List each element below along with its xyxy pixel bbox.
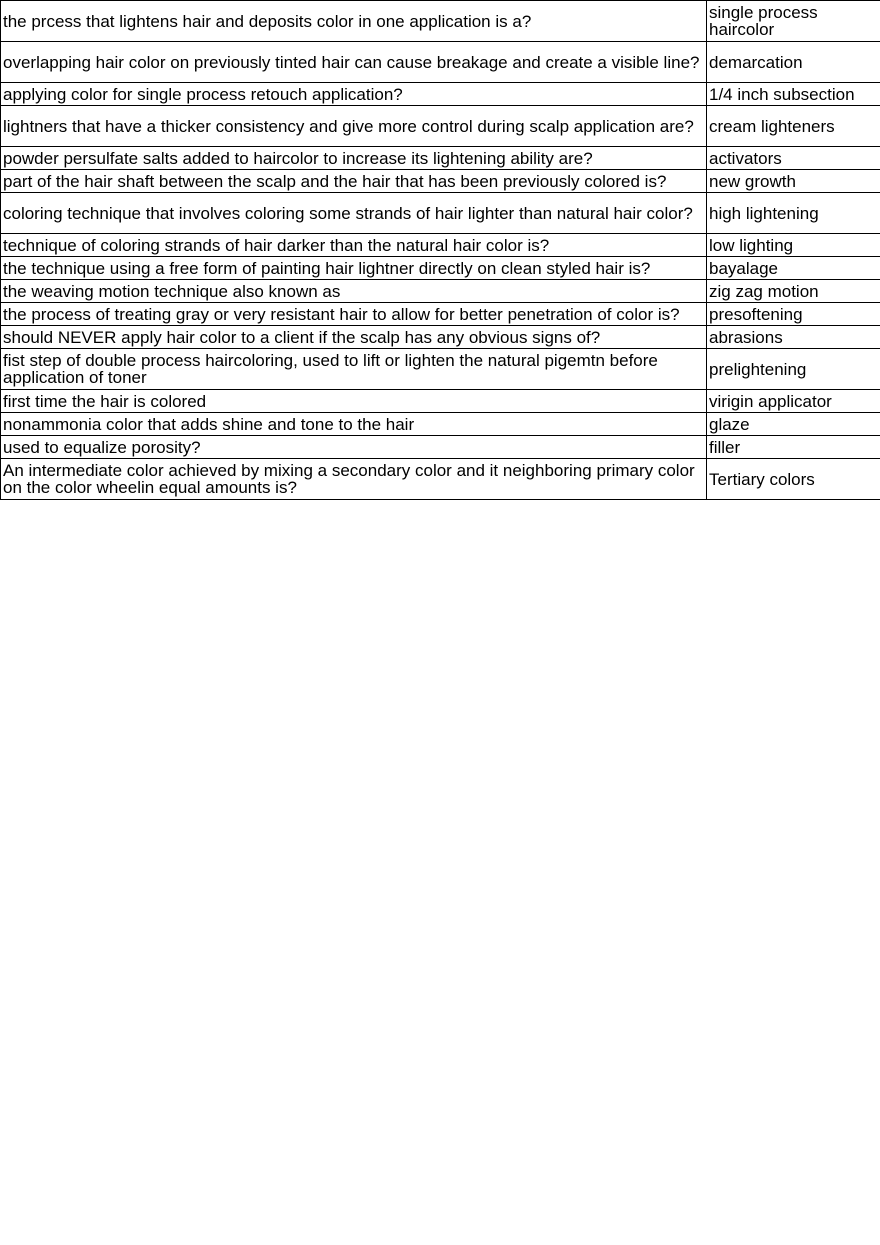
question-cell: the weaving motion technique also known as bbox=[1, 280, 707, 303]
question-cell: applying color for single process retouch application? bbox=[1, 83, 707, 106]
table-row bbox=[1, 170, 880, 193]
answer-cell: activators bbox=[707, 147, 880, 170]
table-row bbox=[1, 147, 880, 170]
qa-table-body bbox=[1, 1, 880, 500]
table-row bbox=[1, 257, 880, 280]
answer-cell: bayalage bbox=[707, 257, 880, 280]
answer-cell: 1/4 inch subsection bbox=[707, 83, 880, 106]
answer-cell: glaze bbox=[707, 413, 880, 436]
question-cell: used to equalize porosity? bbox=[1, 436, 707, 459]
table-row bbox=[1, 413, 880, 436]
table-row bbox=[1, 349, 880, 390]
table-row bbox=[1, 326, 880, 349]
qa-table bbox=[0, 0, 880, 500]
table-row bbox=[1, 83, 880, 106]
question-cell: nonammonia color that adds shine and tone to the hair bbox=[1, 413, 707, 436]
question-cell: overlapping hair color on previously tinted hair can cause breakage and create a visible line? bbox=[1, 42, 707, 83]
question-cell: should NEVER apply hair color to a client if the scalp has any obvious signs of? bbox=[1, 326, 707, 349]
table-row bbox=[1, 436, 880, 459]
question-cell: the technique using a free form of painting hair lightner directly on clean styled hair is? bbox=[1, 257, 707, 280]
answer-cell: virigin applicator bbox=[707, 390, 880, 413]
answer-cell: single process haircolor bbox=[707, 1, 880, 42]
answer-cell: prelightening bbox=[707, 349, 880, 390]
question-cell: fist step of double process haircoloring, used to lift or lighten the natural pigemtn before application of toner bbox=[1, 349, 707, 390]
question-cell: first time the hair is colored bbox=[1, 390, 707, 413]
question-cell: technique of coloring strands of hair darker than the natural hair color is? bbox=[1, 234, 707, 257]
answer-cell: presoftening bbox=[707, 303, 880, 326]
table-row bbox=[1, 280, 880, 303]
table-row bbox=[1, 42, 880, 83]
table-row bbox=[1, 390, 880, 413]
table-row bbox=[1, 106, 880, 147]
question-cell: the process of treating gray or very resistant hair to allow for better penetration of color is? bbox=[1, 303, 707, 326]
question-cell: the prcess that lightens hair and deposits color in one application is a? bbox=[1, 1, 707, 42]
answer-cell: demarcation bbox=[707, 42, 880, 83]
answer-cell: Tertiary colors bbox=[707, 459, 880, 500]
question-cell: powder persulfate salts added to haircolor to increase its lightening ability are? bbox=[1, 147, 707, 170]
question-cell: lightners that have a thicker consistency and give more control during scalp application are? bbox=[1, 106, 707, 147]
table-row bbox=[1, 1, 880, 42]
question-cell: An intermediate color achieved by mixing a secondary color and it neighboring primary color on the color wheelin equal amounts is? bbox=[1, 459, 707, 500]
answer-cell: cream lighteners bbox=[707, 106, 880, 147]
answer-cell: zig zag motion bbox=[707, 280, 880, 303]
answer-cell: abrasions bbox=[707, 326, 880, 349]
answer-cell: filler bbox=[707, 436, 880, 459]
answer-cell: high lightening bbox=[707, 193, 880, 234]
question-cell: coloring technique that involves coloring some strands of hair lighter than natural hair color? bbox=[1, 193, 707, 234]
table-row bbox=[1, 303, 880, 326]
question-cell: part of the hair shaft between the scalp and the hair that has been previously colored is? bbox=[1, 170, 707, 193]
table-row bbox=[1, 459, 880, 500]
table-row bbox=[1, 193, 880, 234]
answer-cell: low lighting bbox=[707, 234, 880, 257]
table-row bbox=[1, 234, 880, 257]
answer-cell: new growth bbox=[707, 170, 880, 193]
